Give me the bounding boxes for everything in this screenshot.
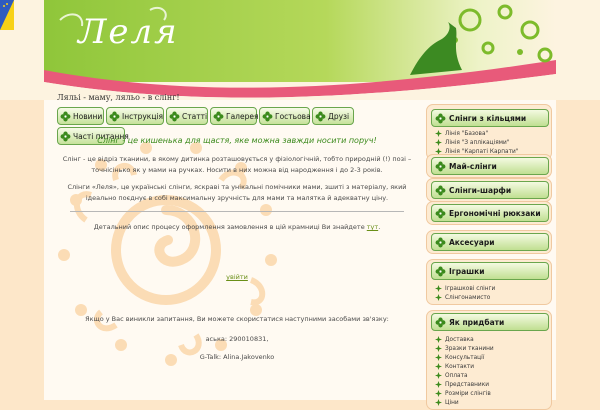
- star-bullet-icon: [435, 285, 442, 292]
- site-logo[interactable]: Леля: [78, 12, 179, 52]
- clover-icon: [435, 237, 446, 248]
- sidebar-subitem-label: Зразки тканини: [445, 345, 494, 352]
- sidebar-item-accessories[interactable]: [431, 233, 549, 251]
- page-headline: Слінг - це кишенька для щастя, яке можна завжди носити поруч!: [97, 136, 377, 145]
- sidebar-button-label: Іграшки: [449, 266, 485, 276]
- tab-articles[interactable]: [166, 107, 208, 125]
- star-bullet-icon: [435, 363, 442, 370]
- order-text-end: .: [378, 223, 381, 231]
- clover-icon: [435, 208, 446, 219]
- tab-instructions[interactable]: [106, 107, 164, 125]
- sidebar-box-may: [426, 154, 552, 178]
- tab-guestbook[interactable]: [259, 107, 310, 125]
- sidebar-button-label: Слінги з кільцями: [449, 113, 527, 123]
- sidebar-subitem[interactable]: [435, 363, 474, 370]
- sidebar-item-may-slings[interactable]: [431, 157, 549, 175]
- sidebar-button-label: Май-слінги: [449, 161, 497, 171]
- clover-icon: [435, 161, 446, 172]
- main-content: [56, 136, 418, 400]
- clover-icon: [435, 185, 446, 196]
- sidebar-subitem-label: Контакти: [445, 363, 475, 370]
- sidebar-button-label: Слінги-шарфи: [449, 185, 512, 195]
- sidebar-subitem[interactable]: [435, 130, 488, 137]
- enter-link-row: [62, 272, 412, 283]
- sidebar-subitem[interactable]: [435, 354, 484, 361]
- order-paragraph: [62, 222, 412, 233]
- star-bullet-icon: [435, 130, 442, 137]
- intro-paragraph: Слінг - це відріз тканини, в якому дитинка розташовується у фізіологічній, тобто природній (!) позі – точнісінько як у мами на ручках. Носити в них можна від народження і до 2-3 років.: [62, 155, 412, 174]
- star-bullet-icon: [435, 336, 442, 343]
- clover-icon: [435, 317, 446, 328]
- contact-icq: аська: 290010831,: [205, 335, 269, 343]
- sidebar: [426, 104, 552, 406]
- sidebar-subitem-label: Доставка: [445, 336, 474, 343]
- sidebar-item-scarf-slings[interactable]: [431, 181, 549, 199]
- sidebar-subitem[interactable]: [435, 345, 494, 352]
- sidebar-subitem-label: Лінія "З аплікаціями": [445, 139, 510, 146]
- star-bullet-icon: [435, 345, 442, 352]
- sidebar-subitem[interactable]: [435, 399, 459, 406]
- site-tagline: Ляльі - маму, ляльо - в слінг!: [57, 93, 180, 102]
- clover-icon: [169, 111, 180, 122]
- sidebar-box-accessories: [426, 230, 552, 254]
- site-header: [0, 0, 600, 100]
- star-bullet-icon: [435, 390, 442, 397]
- clover-icon: [109, 111, 120, 122]
- tab-label: Друзі: [328, 111, 350, 121]
- brand-paragraph: Слінги «Леля», це українські слінги, яскраві та унікальні помічники мами, зшиті з матеріалу, який ідеально поєднує в собі максимальну зручність для мами та малятка й адекватну ціну.: [67, 183, 407, 202]
- sidebar-button-label: Ергономічні рюкзаки: [449, 208, 541, 218]
- sidebar-box-ergo: [426, 201, 552, 225]
- sidebar-subitem-label: Іграшкові слінги: [445, 285, 496, 292]
- tab-label: Новини: [73, 111, 103, 121]
- clover-icon: [435, 266, 446, 277]
- sidebar-subitem[interactable]: [435, 381, 489, 388]
- tab-label: Часті питання: [73, 131, 129, 141]
- tab-friends[interactable]: [312, 107, 354, 125]
- sidebar-item-how-to-buy[interactable]: [431, 313, 549, 331]
- sidebar-subitem[interactable]: [435, 139, 510, 146]
- sidebar-item-ring-slings[interactable]: [431, 109, 549, 127]
- clover-icon: [213, 111, 224, 122]
- star-bullet-icon: [435, 294, 442, 301]
- sidebar-subitem[interactable]: [435, 294, 490, 301]
- sidebar-subitem-label: Лінія "Карпаті Карпати": [445, 148, 519, 155]
- contact-intro: Якщо у Вас виникли запитання, Ви можете скористатися наступними засобами зв'язку:: [85, 315, 389, 323]
- sidebar-item-toys[interactable]: [431, 262, 549, 280]
- sidebar-box-rings: [426, 104, 552, 160]
- tab-label: Статті: [182, 111, 208, 121]
- clover-icon: [435, 113, 446, 124]
- sidebar-subitem[interactable]: [435, 285, 495, 292]
- star-bullet-icon: [435, 399, 442, 406]
- star-bullet-icon: [435, 381, 442, 388]
- sidebar-box-how-to-buy: [426, 310, 552, 410]
- sidebar-subitem[interactable]: [435, 372, 468, 379]
- sidebar-subitem-label: Розміри слінгів: [445, 390, 491, 397]
- clover-icon: [60, 111, 71, 122]
- enter-link[interactable]: увійти: [226, 273, 248, 281]
- clover-icon: [315, 111, 326, 122]
- tab-label: Гостьова: [275, 111, 311, 121]
- clover-icon: [262, 111, 273, 122]
- sidebar-button-label: Як придбати: [449, 317, 505, 327]
- star-bullet-icon: [435, 372, 442, 379]
- sidebar-subitem-label: Оплата: [445, 372, 468, 379]
- star-bullet-icon: [435, 139, 442, 146]
- sidebar-item-ergo-backpacks[interactable]: [431, 204, 549, 222]
- sidebar-subitem-label: Представники: [445, 381, 489, 388]
- order-details-link[interactable]: тут: [366, 223, 379, 231]
- sidebar-subitem[interactable]: [435, 336, 474, 343]
- star-bullet-icon: [435, 354, 442, 361]
- ukraine-eu-flag-icon: [0, 0, 14, 30]
- sidebar-button-label: Аксесуари: [449, 237, 495, 247]
- sidebar-box-toys: [426, 259, 552, 305]
- tab-news[interactable]: [57, 107, 104, 125]
- sidebar-subitem-label: Слінгонамисто: [445, 294, 491, 301]
- tab-label: Інструкція: [122, 111, 164, 121]
- sidebar-subitem[interactable]: [435, 390, 491, 397]
- sidebar-subitem-label: Ціни: [445, 399, 459, 406]
- order-text: Детальний опис процесу оформлення замовлення в цій крамниці Ви знайдете: [93, 223, 367, 231]
- tab-label: Галерея: [226, 111, 259, 121]
- tab-gallery[interactable]: [210, 107, 257, 125]
- sidebar-box-scarf: [426, 178, 552, 202]
- divider: [70, 211, 404, 212]
- sidebar-subitem-label: Консультації: [445, 354, 485, 361]
- contact-gtalk: G-Talk: Alina.Jakovenko: [199, 353, 275, 361]
- sidebar-subitem-label: Лінія "Базова": [445, 130, 489, 137]
